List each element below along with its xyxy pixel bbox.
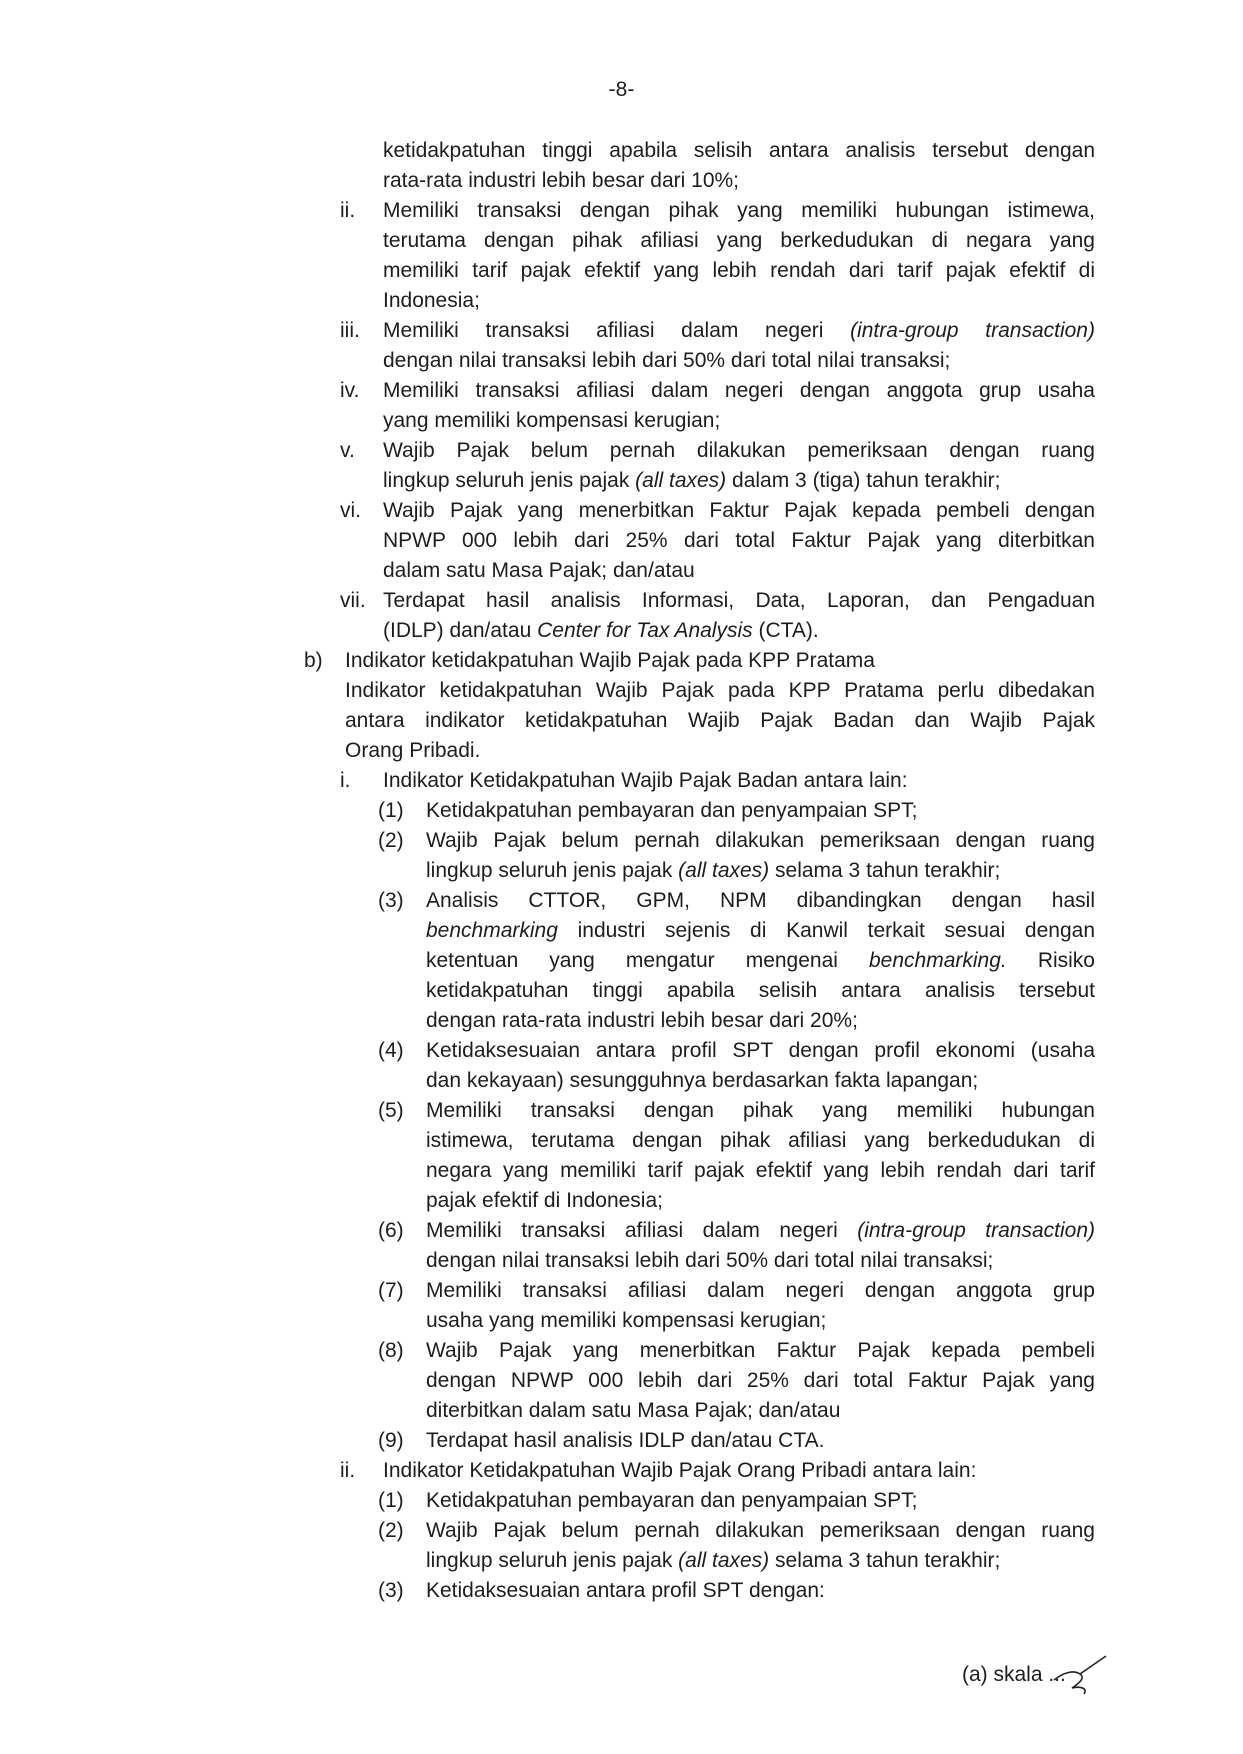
list-marker: (1) bbox=[378, 1489, 404, 1512]
text-line: usaha yang memiliki kompensasi kerugian; bbox=[426, 1309, 827, 1332]
list-marker: (5) bbox=[378, 1099, 404, 1122]
text-line: Ketidakpatuhan pembayaran dan penyampaian SPT; bbox=[426, 799, 918, 822]
text-line: diterbitkan dalam satu Masa Pajak; dan/atau bbox=[426, 1399, 841, 1422]
continuation-reference: (a) skala ... bbox=[962, 1663, 1066, 1686]
text-line: Memiliki transaksi dengan pihak yang memiliki hubungan istimewa, bbox=[383, 199, 1095, 222]
text-line: ketidakpatuhan tinggi apabila selisih antara analisis tersebut bbox=[426, 979, 1095, 1002]
text-line: Indonesia; bbox=[383, 289, 480, 312]
text-line: Terdapat hasil analisis Informasi, Data, Laporan, dan Pengaduan bbox=[383, 589, 1095, 612]
text-line: Ketidaksesuaian antara profil SPT dengan profil ekonomi (usaha bbox=[426, 1039, 1095, 1062]
text-line: dengan nilai transaksi lebih dari 50% dari total nilai transaksi; bbox=[426, 1249, 994, 1272]
text-line: terutama dengan pihak afiliasi yang berkedudukan di negara yang bbox=[383, 229, 1095, 252]
text-line: ketidakpatuhan tinggi apabila selisih antara analisis tersebut dengan bbox=[383, 139, 1095, 162]
text-line: Ketidakpatuhan pembayaran dan penyampaian SPT; bbox=[426, 1489, 918, 1512]
text-line: dengan nilai transaksi lebih dari 50% dari total nilai transaksi; bbox=[383, 349, 951, 372]
text-line: Indikator ketidakpatuhan Wajib Pajak pada KPP Pratama perlu dibedakan bbox=[345, 679, 1095, 702]
list-marker: (3) bbox=[378, 1579, 404, 1602]
text-line: Ketidaksesuaian antara profil SPT dengan: bbox=[426, 1579, 825, 1602]
text-line: Wajib Pajak belum pernah dilakukan pemeriksaan dengan ruang bbox=[426, 1519, 1095, 1542]
list-marker: ii. bbox=[340, 199, 356, 222]
text-line: ketentuan yang mengatur mengenai benchmarking. Risiko bbox=[426, 949, 1095, 972]
text-line: (IDLP) dan/atau Center for Tax Analysis (CTA). bbox=[383, 619, 819, 642]
list-marker: (8) bbox=[378, 1339, 404, 1362]
text-line: Memiliki transaksi afiliasi dalam negeri dengan anggota grup usaha bbox=[383, 379, 1095, 402]
text-line: Wajib Pajak yang menerbitkan Faktur Pajak kepada pembeli bbox=[426, 1339, 1095, 1362]
text-line: Memiliki transaksi afiliasi dalam negeri (intra-group transaction) bbox=[383, 319, 1095, 342]
list-marker: iv. bbox=[340, 379, 360, 402]
list-marker: iii. bbox=[340, 319, 360, 342]
list-marker: (7) bbox=[378, 1279, 404, 1302]
list-marker: (2) bbox=[378, 829, 404, 852]
text-line: dalam satu Masa Pajak; dan/atau bbox=[383, 559, 695, 582]
text-line: benchmarking industri sejenis di Kanwil terkait sesuai dengan bbox=[426, 919, 1095, 942]
list-marker: (2) bbox=[378, 1519, 404, 1542]
list-marker: (3) bbox=[378, 889, 404, 912]
list-marker: vii. bbox=[340, 589, 366, 612]
text-line: lingkup seluruh jenis pajak (all taxes) dalam 3 (tiga) tahun terakhir; bbox=[383, 469, 1001, 492]
text-line: negara yang memiliki tarif pajak efektif yang lebih rendah dari tarif bbox=[426, 1159, 1095, 1182]
text-line: Analisis CTTOR, GPM, NPM dibandingkan dengan hasil bbox=[426, 889, 1095, 912]
text-line: pajak efektif di Indonesia; bbox=[426, 1189, 663, 1212]
list-marker: i. bbox=[340, 769, 351, 792]
text-line: Indikator Ketidakpatuhan Wajib Pajak Orang Pribadi antara lain: bbox=[383, 1459, 977, 1482]
text-line: Memiliki transaksi afiliasi dalam negeri dengan anggota grup bbox=[426, 1279, 1095, 1302]
text-line: lingkup seluruh jenis pajak (all taxes) selama 3 tahun terakhir; bbox=[426, 859, 1001, 882]
text-line: lingkup seluruh jenis pajak (all taxes) selama 3 tahun terakhir; bbox=[426, 1549, 1001, 1572]
text-line: Terdapat hasil analisis IDLP dan/atau CTA. bbox=[426, 1429, 825, 1452]
list-marker: (4) bbox=[378, 1039, 404, 1062]
text-line: yang memiliki kompensasi kerugian; bbox=[383, 409, 721, 432]
text-line: Orang Pribadi. bbox=[345, 739, 481, 762]
text-line: memiliki tarif pajak efektif yang lebih rendah dari tarif pajak efektif di bbox=[383, 259, 1095, 282]
list-marker: (9) bbox=[378, 1429, 404, 1452]
list-marker: ii. bbox=[340, 1459, 356, 1482]
initials-signature bbox=[1050, 1650, 1110, 1700]
text-line: Wajib Pajak belum pernah dilakukan pemeriksaan dengan ruang bbox=[383, 439, 1095, 462]
text-line: antara indikator ketidakpatuhan Wajib Pajak Badan dan Wajib Pajak bbox=[345, 709, 1095, 732]
text-line: rata-rata industri lebih besar dari 10%; bbox=[383, 169, 740, 192]
page-number: -8- bbox=[608, 78, 635, 101]
list-marker: b) bbox=[304, 649, 323, 672]
text-line: dengan rata-rata industri lebih besar dari 20%; bbox=[426, 1009, 858, 1032]
text-line: Indikator Ketidakpatuhan Wajib Pajak Badan antara lain: bbox=[383, 769, 908, 792]
list-marker: (6) bbox=[378, 1219, 404, 1242]
text-line: NPWP 000 lebih dari 25% dari total Faktur Pajak yang diterbitkan bbox=[383, 529, 1095, 552]
text-line: Memiliki transaksi dengan pihak yang memiliki hubungan bbox=[426, 1099, 1095, 1122]
text-line: Wajib Pajak yang menerbitkan Faktur Pajak kepada pembeli dengan bbox=[383, 499, 1095, 522]
list-marker: (1) bbox=[378, 799, 404, 822]
text-line: Wajib Pajak belum pernah dilakukan pemeriksaan dengan ruang bbox=[426, 829, 1095, 852]
text-line: dan kekayaan) sesungguhnya berdasarkan fakta lapangan; bbox=[426, 1069, 979, 1092]
list-marker: vi. bbox=[340, 499, 361, 522]
text-line: Indikator ketidakpatuhan Wajib Pajak pada KPP Pratama bbox=[345, 649, 875, 672]
text-line: dengan NPWP 000 lebih dari 25% dari total Faktur Pajak yang bbox=[426, 1369, 1095, 1392]
text-line: istimewa, terutama dengan pihak afiliasi yang berkedudukan di bbox=[426, 1129, 1095, 1152]
list-marker: v. bbox=[340, 439, 355, 462]
text-line: Memiliki transaksi afiliasi dalam negeri (intra-group transaction) bbox=[426, 1219, 1095, 1242]
